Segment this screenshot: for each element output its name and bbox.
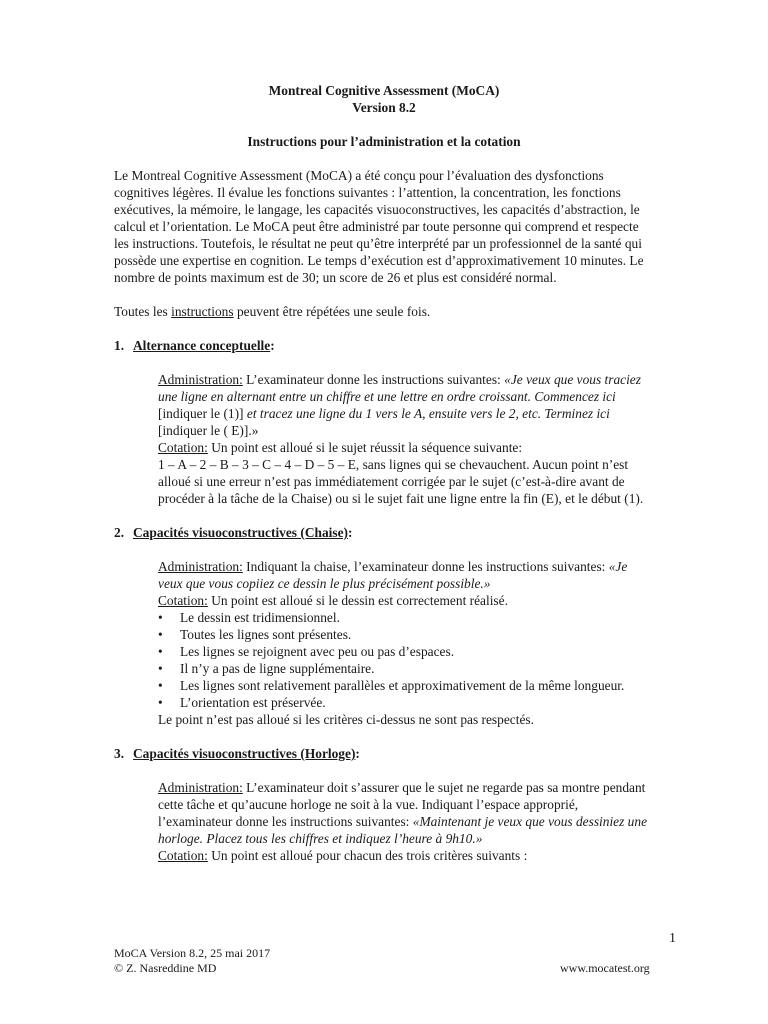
section-1-label: Alternance conceptuelle (133, 338, 271, 353)
section-2-title (114, 524, 654, 541)
repeat-instructions-word: instructions (171, 304, 234, 319)
section-3-cot-text: Un point est alloué pour chacun des trois critères suivants : (207, 848, 528, 863)
section-2-cot-label: Cotation: (158, 593, 208, 608)
list-item (158, 677, 654, 694)
section-1-admin-quote-2: et tracez une ligne du 1 vers le A, ensuite vers le 2, etc. Terminez ici (246, 406, 610, 421)
criteria-text: Les lignes sont relativement parallèles et approximativement de la même longueur. (180, 678, 625, 693)
footer-website: www.mocatest.org (560, 961, 650, 975)
section-2-admin-text: Indiquant la chaise, l’examinateur donne les instructions suivantes: (242, 559, 609, 574)
footer-version: MoCA Version 8.2, 25 mai 2017 (114, 946, 271, 960)
criteria-text: Il n’y a pas de ligne supplémentaire. (180, 661, 375, 676)
section-3-admin-label: Administration: (158, 780, 243, 795)
section-1-admin-quote-1: «Je veux que vous traciez une ligne en alternant entre un chiffre et une lettre en ordre croissant. Commencez ici (158, 372, 641, 404)
list-item (158, 626, 654, 643)
section-1-body (158, 371, 654, 507)
section-2-cotation (158, 592, 654, 609)
section-2-cot-text: Un point est alloué si le dessin est correctement réalisé. (207, 593, 508, 608)
footer-left (114, 946, 270, 976)
section-2-admin-quote: «Je veux que vous copiiez ce dessin le plus précisément possible.» (158, 559, 628, 591)
list-item (158, 694, 654, 711)
section-1-colon: : (270, 338, 275, 353)
criteria-text: Les lignes se rejoignent avec peu ou pas d’espaces. (180, 644, 455, 659)
section-1-number: 1. (114, 338, 125, 353)
section-3-number: 3. (114, 746, 125, 761)
section-2-closing: Le point n’est pas alloué si les critères ci-dessus ne sont pas respectés. (158, 712, 534, 727)
bullet-icon: • (158, 695, 163, 710)
section-2-admin-label: Administration: (158, 559, 243, 574)
repeat-text-before: Toutes les (114, 304, 172, 319)
section-2-criteria-list (158, 609, 654, 711)
section-1-cot-text: Un point est alloué si le sujet réussit la séquence suivante: (207, 440, 523, 455)
section-3-admin-text: L’examinateur doit s’assurer que le sujet ne regarde pas sa montre pendant cette tâche et qu’aucune horloge ne soit à la vue. Indiquant l’espace approprié, l’examinateur donne les instructions suivantes: (158, 780, 646, 829)
section-3-administration (158, 779, 654, 847)
section-3-cotation (158, 847, 654, 864)
section-3-label: Capacités visuoconstructives (Horloge) (133, 746, 356, 761)
bullet-icon: • (158, 610, 163, 625)
document-version: Version 8.2 (352, 100, 416, 115)
document-title: Montreal Cognitive Assessment (MoCA) (268, 83, 500, 98)
section-3-title (114, 745, 654, 762)
section-2-body (158, 558, 654, 728)
section-2-administration (158, 558, 654, 592)
bullet-icon: • (158, 627, 163, 642)
section-1-admin-text: L’examinateur donne les instructions suivantes: (242, 372, 505, 387)
page-number: 1 (669, 931, 676, 946)
section-2-label: Capacités visuoconstructives (Chaise) (133, 525, 348, 540)
document-content (114, 82, 654, 864)
section-3-cot-label: Cotation: (158, 848, 208, 863)
section-1-cotation (158, 439, 654, 456)
list-item (158, 643, 654, 660)
criteria-text: Toutes les lignes sont présentes. (180, 627, 352, 642)
section-1-admin-label: Administration: (158, 372, 243, 387)
document-heading: Instructions pour l’administration et la cotation (247, 134, 521, 149)
bullet-icon: • (158, 644, 163, 659)
section-1-administration (158, 371, 654, 439)
list-item (158, 660, 654, 677)
intro-paragraph: Le Montreal Cognitive Assessment (MoCA) a été conçu pour l’évaluation des dysfonctions cognitives légères. Il évalue les fonctions suivantes : l’attention, la concentration, les fonctions exécutives, la mémoire, le langage, les capacités visuoconstructives, les capacités d’abstraction, le calcul et l’orientation. Le MoCA peut être administré par toute personne qui comprend et respecte les instructions. Toutefois, le résultat ne peut qu’être interprété par un professionnel de la santé qui possède une expertise en cognition. Le temps d’exécution est d’approximativement 10 minutes. Le nombre de points maximum est de 30; un score de 26 et plus est considéré normal. (114, 168, 644, 285)
repeat-text-after: peuvent être répétées une seule fois. (233, 304, 431, 319)
section-3-admin-quote: «Maintenant je veux que vous dessiniez une horloge. Placez tous les chiffres et indiquez l’heure à 9h10.» (158, 814, 648, 846)
section-2-number: 2. (114, 525, 125, 540)
list-item (158, 609, 654, 626)
criteria-text: L’orientation est préservée. (180, 695, 326, 710)
section-1-title (114, 337, 654, 354)
section-1-admin-bracket-2: [indiquer le ( E)].» (158, 423, 259, 438)
repeat-paragraph (114, 303, 654, 320)
section-1-cotation-detail: 1 – A – 2 – B – 3 – C – 4 – D – 5 – E, sans lignes qui se chevauchent. Aucun point n’est alloué si une erreur n’est pas immédiatement corrigée par le sujet (c’est-à-dire avant de procéder à la tâche de la Chaise) ou si le sujet fait une ligne entre la fin (E), et le début (1). (158, 457, 644, 506)
section-1-cot-label: Cotation: (158, 440, 208, 455)
section-3-colon: : (355, 746, 360, 761)
section-2-colon: : (347, 525, 353, 540)
section-1-admin-bracket-1: [indiquer le (1)] (158, 406, 247, 421)
bullet-icon: • (158, 678, 163, 693)
section-3-body (158, 779, 654, 864)
footer-copyright: © Z. Nasreddine MD (114, 961, 217, 975)
bullet-icon: • (158, 661, 163, 676)
criteria-text: Le dessin est tridimensionnel. (180, 610, 340, 625)
